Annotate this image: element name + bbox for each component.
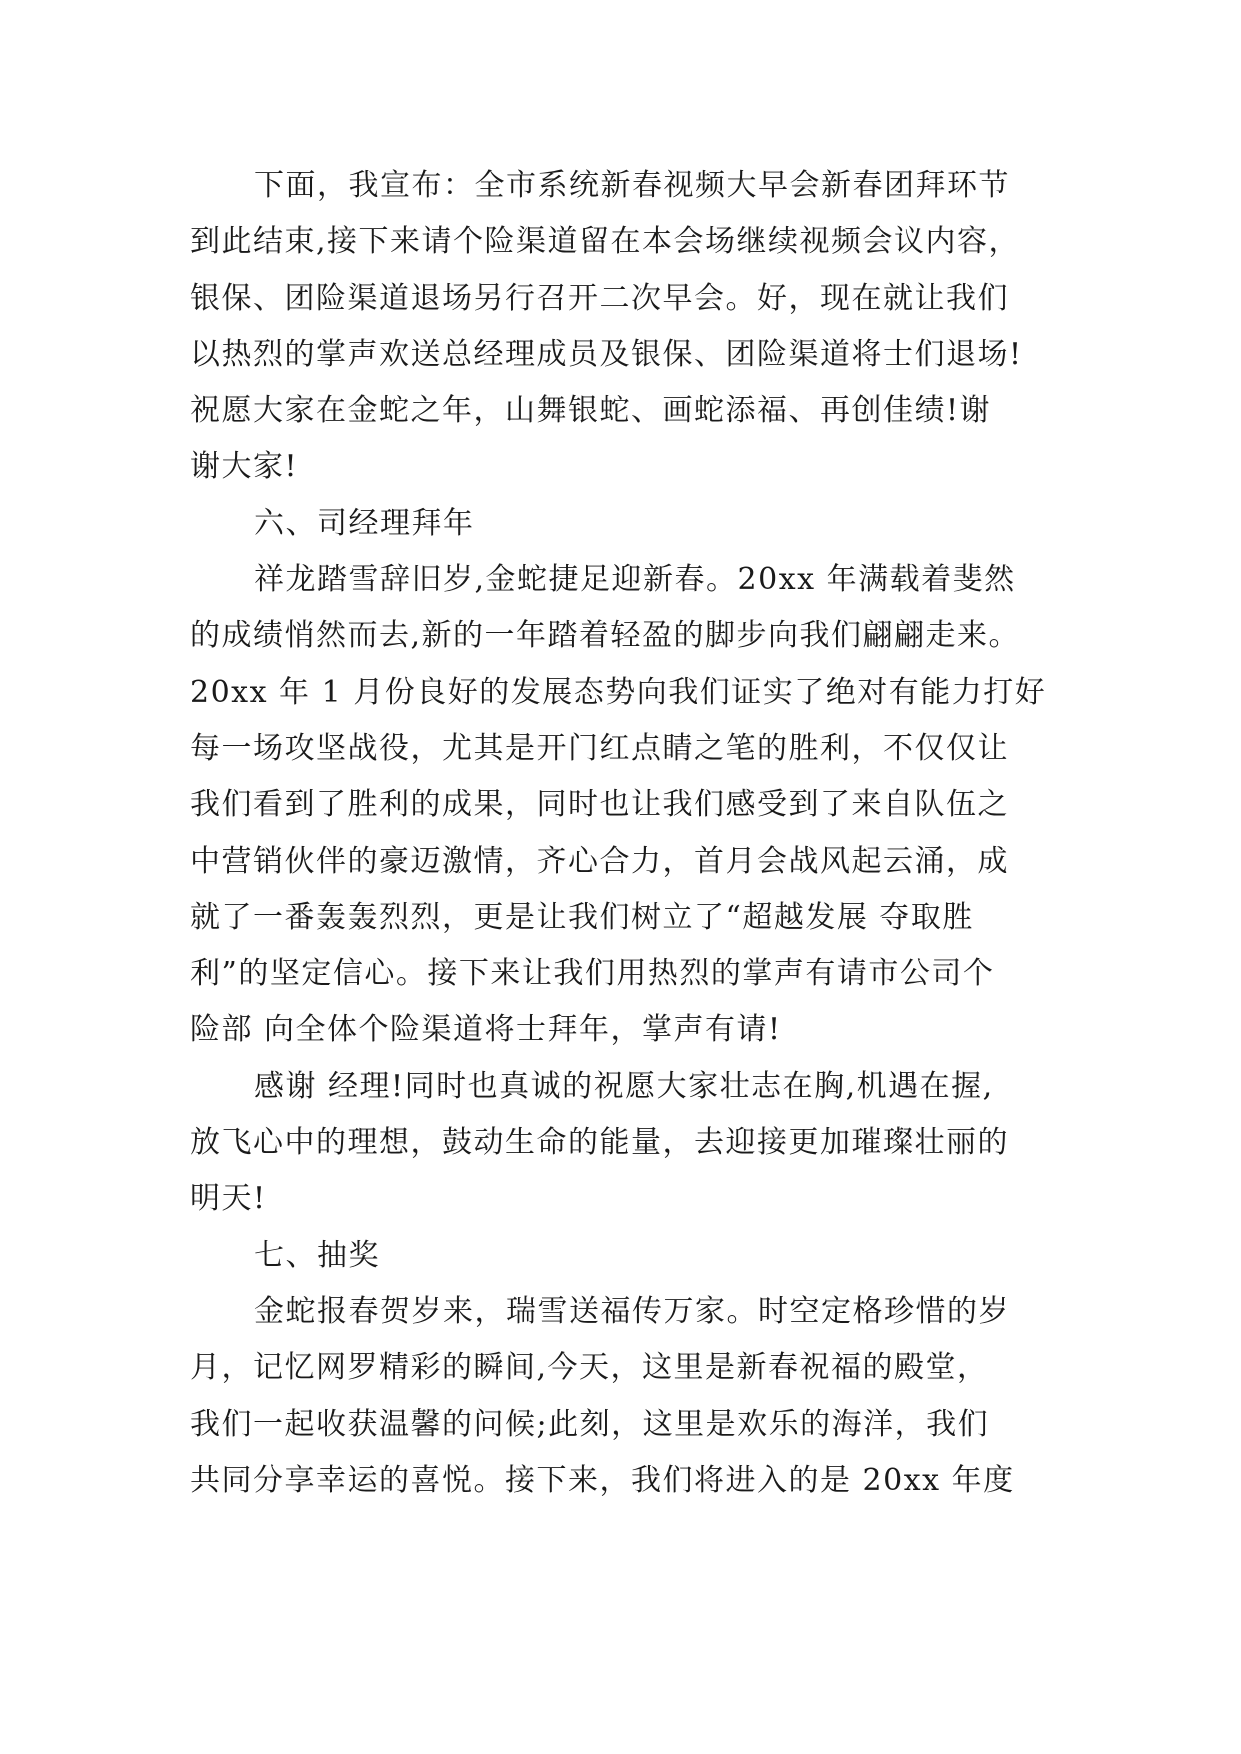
text-line: 月，记忆网罗精彩的瞬间,今天，这里是新春祝福的殿堂， — [190, 1350, 989, 1386]
text-line: 就了一番轰轰烈烈，更是让我们树立了“超越发展 夺取胜 — [190, 899, 974, 935]
text-line: 放飞心中的理想，鼓动生命的能量，去迎接更加璀璨壮丽的 — [190, 1125, 1009, 1161]
text-line: 险部 向全体个险渠道将士拜年，掌声有请! — [190, 1012, 782, 1048]
text-line: 利”的坚定信心。接下来让我们用热烈的掌声有请市公司个 — [190, 956, 995, 992]
text-line: 以热烈的掌声欢送总经理成员及银保、团险渠道将士们退场! — [190, 336, 1023, 372]
text-line: 下面，我宣布：全市系统新春视频大早会新春团拜环节 — [254, 168, 1010, 203]
text-line: 我们看到了胜利的成果，同时也让我们感受到了来自队伍之 — [190, 787, 1009, 823]
text-line: 金蛇报春贺岁来，瑞雪送福传万家。时空定格珍惜的岁 — [254, 1293, 1010, 1329]
text-line: 祝愿大家在金蛇之年，山舞银蛇、画蛇添福、再创佳绩!谢 — [190, 393, 992, 429]
text-line: 我们一起收获温馨的问候;此刻，这里是欢乐的海洋，我们 — [190, 1406, 990, 1442]
section-heading: 七、抽奖 — [254, 1237, 380, 1273]
text-line: 中营销伙伴的豪迈激情，齐心合力，首月会战风起云涌，成 — [190, 843, 1009, 879]
text-line: 感谢 经理!同时也真诚的祝愿大家壮志在胸,机遇在握, — [254, 1068, 994, 1104]
text-line: 每一场攻坚战役，尤其是开门红点睛之笔的胜利，不仅仅让 — [190, 730, 1009, 766]
text-line: 到此结束,接下来请个险渠道留在本会场继续视频会议内容， — [190, 224, 1021, 260]
text-line: 祥龙踏雪辞旧岁,金蛇捷足迎新春。20xx 年满载着斐然 — [254, 562, 1016, 598]
section-heading: 六、司经理拜年 — [254, 505, 475, 541]
text-line: 的成绩悄然而去,新的一年踏着轻盈的脚步向我们翩翩走来。 — [190, 618, 1021, 654]
document-body — [190, 158, 1090, 1509]
text-line: 谢大家! — [190, 449, 299, 485]
text-line: 银保、团险渠道退场另行召开二次早会。好，现在就让我们 — [190, 280, 1009, 316]
text-line: 明天! — [190, 1181, 267, 1217]
text-line: 共同分享幸运的喜悦。接下来，我们将进入的是 20xx 年度 — [190, 1462, 1015, 1498]
text-line: 20xx 年 1 月份良好的发展态势向我们证实了绝对有能力打好 — [190, 674, 1047, 710]
